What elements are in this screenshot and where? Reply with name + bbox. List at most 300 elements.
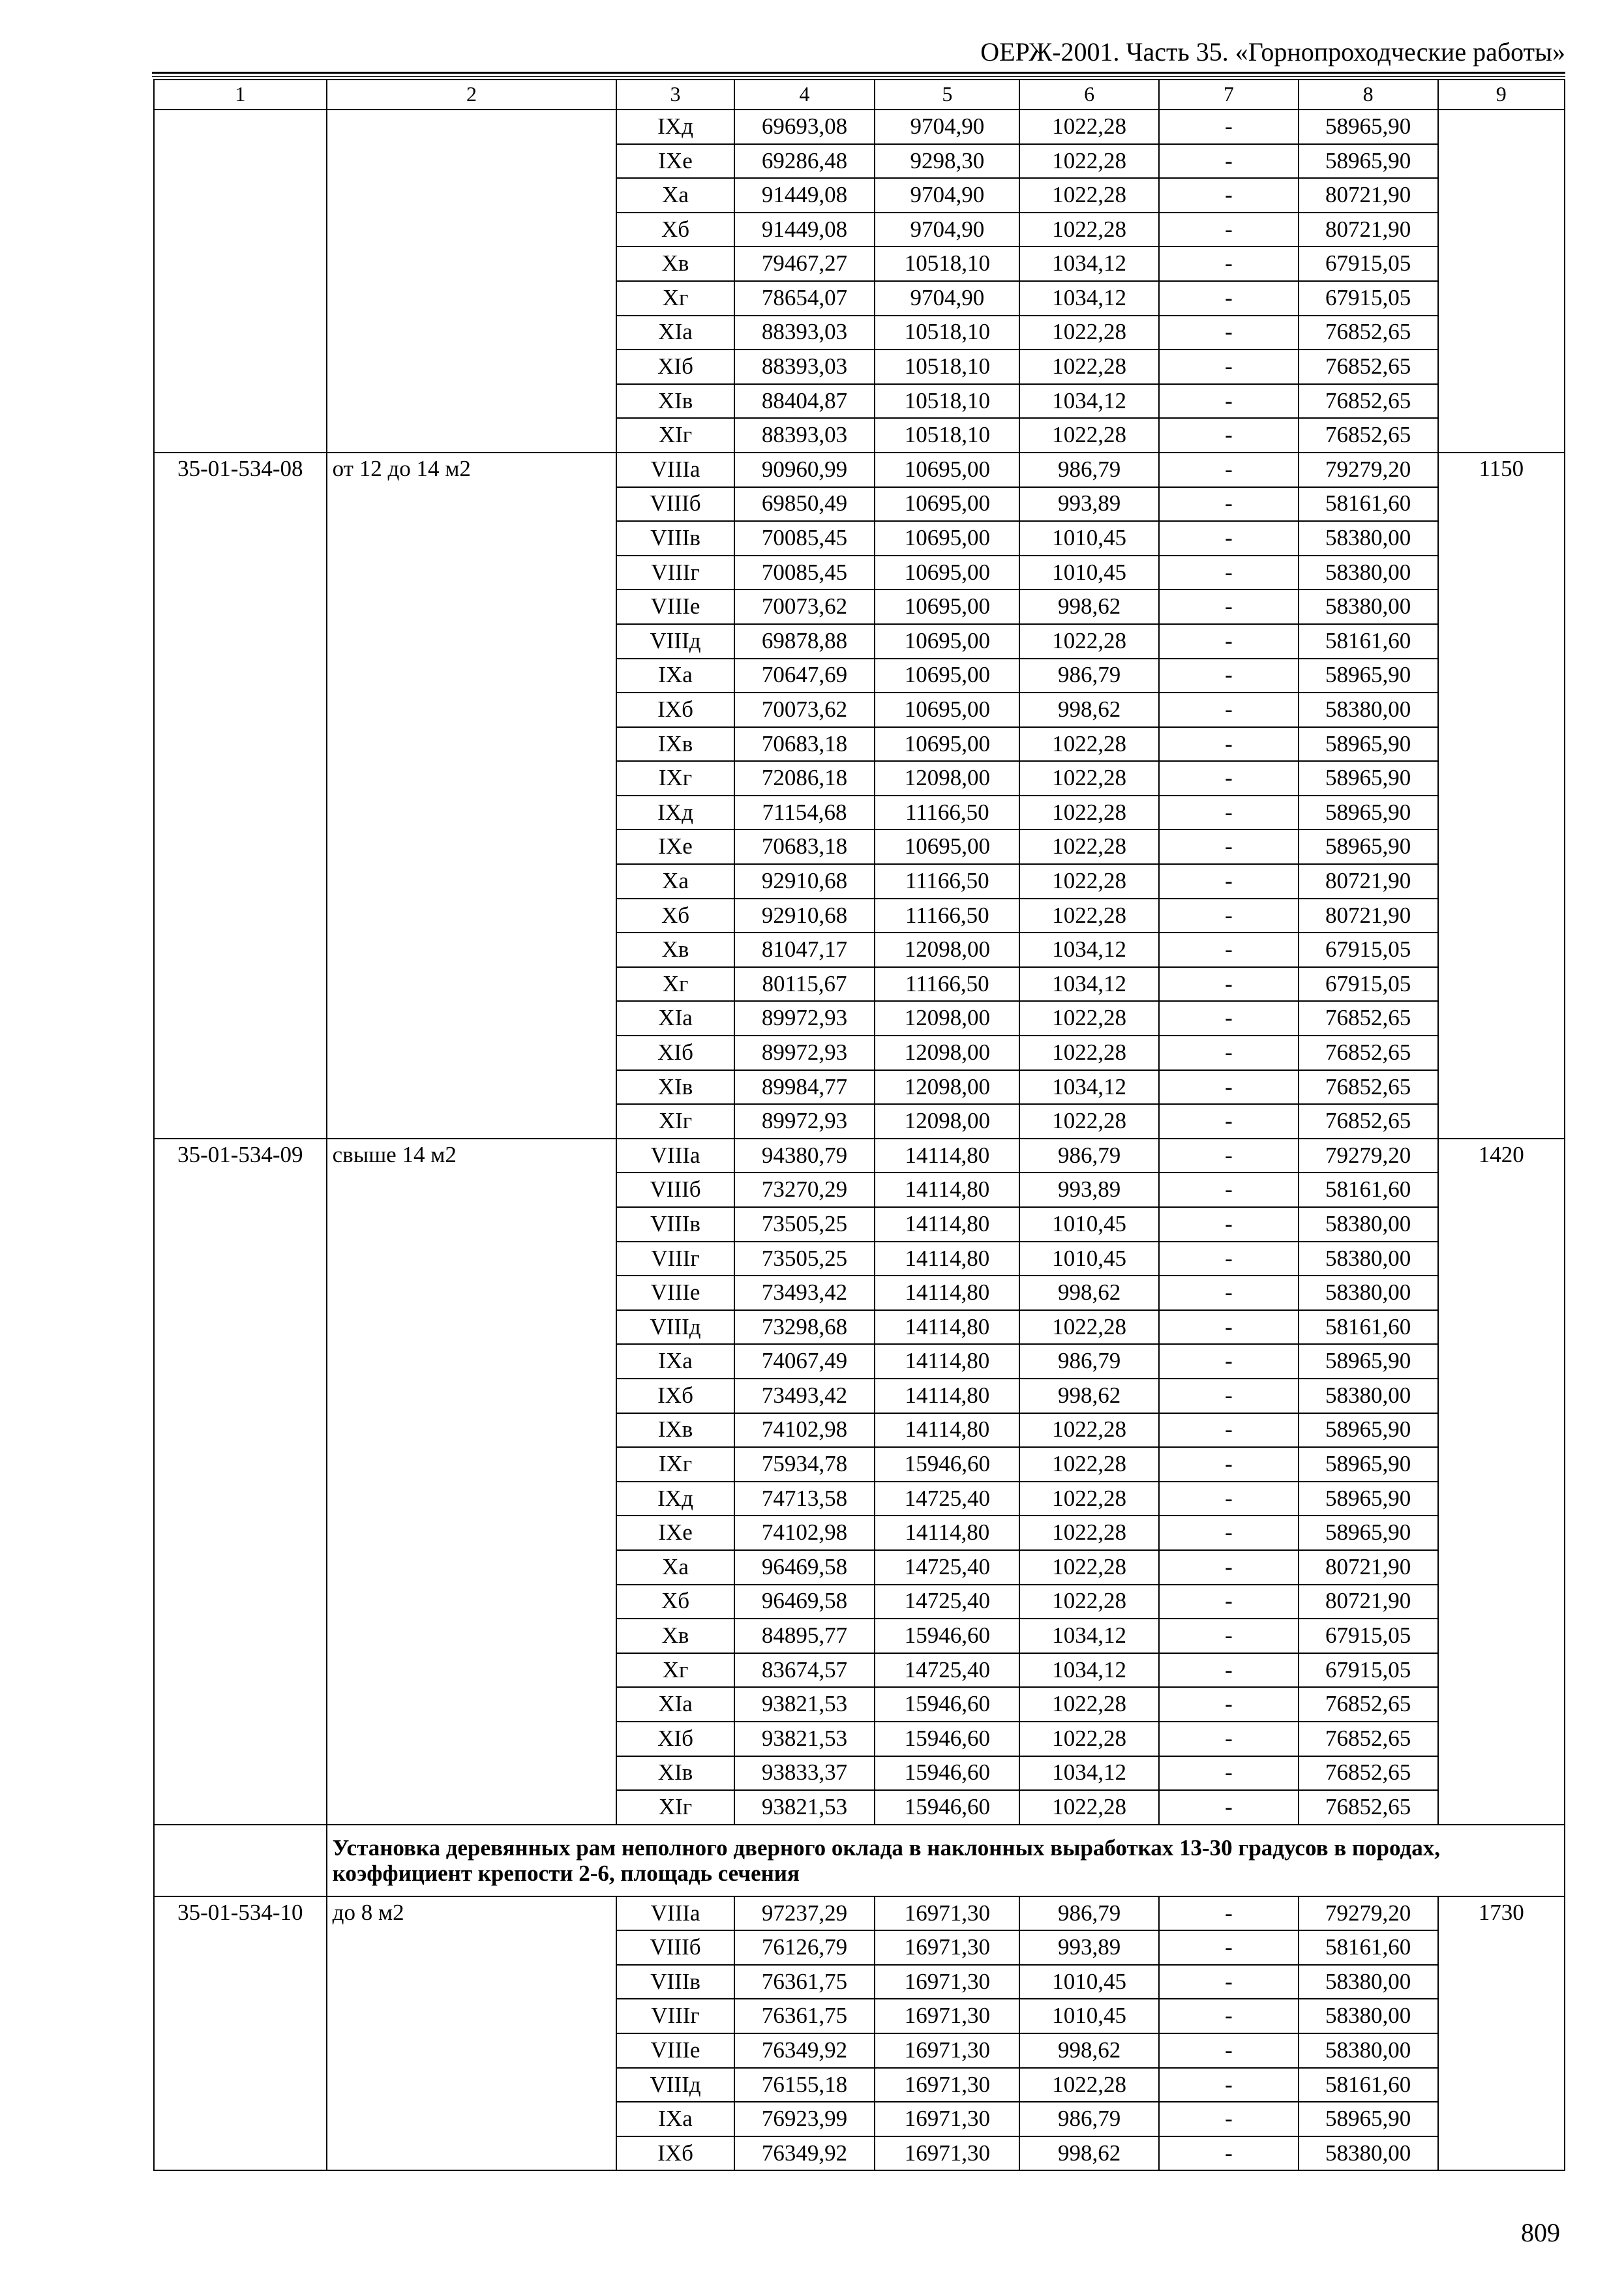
price-zone-cell: Xб xyxy=(616,213,734,247)
machines-cell: 1022,28 xyxy=(1019,1413,1159,1448)
wages-cell: 12098,00 xyxy=(875,1001,1019,1036)
machines-cell: 986,79 xyxy=(1019,1896,1159,1931)
drivers-wages-cell: - xyxy=(1159,1550,1299,1585)
drivers-wages-cell: - xyxy=(1159,1070,1299,1105)
machines-cell: 998,62 xyxy=(1019,2033,1159,2068)
wages-cell: 9298,30 xyxy=(875,144,1019,179)
wages-cell: 9704,90 xyxy=(875,213,1019,247)
total-cost-cell: 73493,42 xyxy=(734,1379,875,1413)
drivers-wages-cell: - xyxy=(1159,796,1299,830)
price-zone-cell: XIв xyxy=(616,384,734,419)
materials-cell: 58161,60 xyxy=(1299,487,1438,522)
wages-cell: 12098,00 xyxy=(875,1036,1019,1070)
column-number-row xyxy=(154,80,1565,110)
materials-cell: 58380,00 xyxy=(1299,2136,1438,2171)
materials-cell: 58380,00 xyxy=(1299,1965,1438,1999)
drivers-wages-cell: - xyxy=(1159,521,1299,556)
materials-cell: 58380,00 xyxy=(1299,556,1438,590)
wages-cell: 11166,50 xyxy=(875,899,1019,933)
drivers-wages-cell: - xyxy=(1159,1516,1299,1550)
wages-cell: 10518,10 xyxy=(875,350,1019,384)
price-zone-cell: VIIIг xyxy=(616,1242,734,1276)
drivers-wages-cell: - xyxy=(1159,1242,1299,1276)
table-row xyxy=(154,1896,1565,1931)
machines-cell: 1022,28 xyxy=(1019,899,1159,933)
price-zone-cell: XIа xyxy=(616,316,734,350)
machines-cell: 1022,28 xyxy=(1019,350,1159,384)
machines-cell: 1022,28 xyxy=(1019,2068,1159,2102)
wages-cell: 15946,60 xyxy=(875,1756,1019,1791)
total-cost-cell: 70683,18 xyxy=(734,727,875,762)
materials-cell: 80721,90 xyxy=(1299,864,1438,899)
machines-cell: 1022,28 xyxy=(1019,1550,1159,1585)
total-cost-cell: 75934,78 xyxy=(734,1447,875,1482)
wages-cell: 10518,10 xyxy=(875,384,1019,419)
drivers-wages-cell: - xyxy=(1159,899,1299,933)
materials-cell: 76852,65 xyxy=(1299,1070,1438,1105)
wages-cell: 16971,30 xyxy=(875,1999,1019,2033)
materials-cell: 58380,00 xyxy=(1299,1276,1438,1310)
wages-cell: 9704,90 xyxy=(875,178,1019,213)
total-cost-cell: 93833,37 xyxy=(734,1756,875,1791)
price-zone-cell: IXд xyxy=(616,796,734,830)
drivers-wages-cell: - xyxy=(1159,1344,1299,1379)
materials-cell: 76852,65 xyxy=(1299,1722,1438,1756)
machines-cell: 1034,12 xyxy=(1019,1756,1159,1791)
machines-cell: 1034,12 xyxy=(1019,1070,1159,1105)
price-zone-cell: IXа xyxy=(616,659,734,693)
wages-cell: 10695,00 xyxy=(875,659,1019,693)
materials-cell: 58161,60 xyxy=(1299,2068,1438,2102)
wages-cell: 14725,40 xyxy=(875,1482,1019,1516)
machines-cell: 1022,28 xyxy=(1019,316,1159,350)
price-zone-cell: XIг xyxy=(616,418,734,453)
norm-name: свыше 14 м2 xyxy=(327,1139,617,1825)
norm-name: до 8 м2 xyxy=(327,1896,617,2171)
wages-cell: 15946,60 xyxy=(875,1790,1019,1825)
wages-cell: 12098,00 xyxy=(875,1104,1019,1139)
page-number: 809 xyxy=(1521,2218,1560,2247)
drivers-wages-cell: - xyxy=(1159,2068,1299,2102)
machines-cell: 1034,12 xyxy=(1019,1619,1159,1653)
materials-cell: 58965,90 xyxy=(1299,1344,1438,1379)
price-zone-cell: IXб xyxy=(616,693,734,727)
wages-cell: 14114,80 xyxy=(875,1379,1019,1413)
price-zone-cell: Xг xyxy=(616,967,734,1002)
drivers-wages-cell: - xyxy=(1159,178,1299,213)
total-cost-cell: 89972,93 xyxy=(734,1104,875,1139)
section-title: Установка деревянных рам неполного дверного оклада в наклонных выработках 13-30 градусов в породах, коэффициент крепости 2-6, площадь сечения xyxy=(327,1825,1565,1896)
column-number: 6 xyxy=(1019,80,1159,110)
materials-cell: 58380,00 xyxy=(1299,590,1438,624)
price-table xyxy=(153,79,1565,2171)
materials-cell: 58965,90 xyxy=(1299,144,1438,179)
total-cost-cell: 88393,03 xyxy=(734,350,875,384)
drivers-wages-cell: - xyxy=(1159,1036,1299,1070)
machines-cell: 998,62 xyxy=(1019,1379,1159,1413)
price-zone-cell: VIIIг xyxy=(616,556,734,590)
total-cost-cell: 74102,98 xyxy=(734,1516,875,1550)
price-zone-cell: Xг xyxy=(616,1653,734,1688)
drivers-wages-cell: - xyxy=(1159,864,1299,899)
wages-cell: 14114,80 xyxy=(875,1276,1019,1310)
drivers-wages-cell: - xyxy=(1159,1756,1299,1791)
drivers-wages-cell: - xyxy=(1159,1482,1299,1516)
price-zone-cell: Xа xyxy=(616,1550,734,1585)
wages-cell: 14114,80 xyxy=(875,1310,1019,1345)
materials-cell: 80721,90 xyxy=(1299,178,1438,213)
price-zone-cell: IXа xyxy=(616,1344,734,1379)
price-zone-cell: VIIIв xyxy=(616,521,734,556)
total-cost-cell: 94380,79 xyxy=(734,1139,875,1173)
wages-cell: 14114,80 xyxy=(875,1413,1019,1448)
machines-cell: 1034,12 xyxy=(1019,967,1159,1002)
materials-cell: 58380,00 xyxy=(1299,693,1438,727)
wages-cell: 10518,10 xyxy=(875,418,1019,453)
drivers-wages-cell: - xyxy=(1159,350,1299,384)
materials-cell: 76852,65 xyxy=(1299,1001,1438,1036)
drivers-wages-cell: - xyxy=(1159,1687,1299,1722)
machines-cell: 1022,28 xyxy=(1019,213,1159,247)
machines-cell: 1022,28 xyxy=(1019,1687,1159,1722)
price-zone-cell: IXб xyxy=(616,1379,734,1413)
machines-cell: 998,62 xyxy=(1019,2136,1159,2171)
total-cost-cell: 70647,69 xyxy=(734,659,875,693)
wages-cell: 11166,50 xyxy=(875,967,1019,1002)
total-cost-cell: 89972,93 xyxy=(734,1036,875,1070)
price-zone-cell: VIIIа xyxy=(616,1896,734,1931)
machines-cell: 1022,28 xyxy=(1019,830,1159,864)
drivers-wages-cell: - xyxy=(1159,1896,1299,1931)
table-row xyxy=(154,1139,1565,1173)
price-zone-cell: Xв xyxy=(616,247,734,281)
price-zone-cell: VIIIа xyxy=(616,453,734,487)
total-cost-cell: 88393,03 xyxy=(734,316,875,350)
machines-cell: 1010,45 xyxy=(1019,1965,1159,1999)
materials-cell: 58380,00 xyxy=(1299,1379,1438,1413)
machines-cell: 1010,45 xyxy=(1019,1242,1159,1276)
materials-cell: 58161,60 xyxy=(1299,1930,1438,1965)
wages-cell: 15946,60 xyxy=(875,1687,1019,1722)
drivers-wages-cell: - xyxy=(1159,2136,1299,2171)
price-zone-cell: IXе xyxy=(616,1516,734,1550)
materials-cell: 67915,05 xyxy=(1299,247,1438,281)
materials-cell: 76852,65 xyxy=(1299,1756,1438,1791)
wages-cell: 12098,00 xyxy=(875,933,1019,967)
total-cost-cell: 90960,99 xyxy=(734,453,875,487)
wages-cell: 15946,60 xyxy=(875,1447,1019,1482)
drivers-wages-cell: - xyxy=(1159,1173,1299,1207)
price-zone-cell: XIб xyxy=(616,1722,734,1756)
running-header: ОЕРЖ-2001. Часть 35. «Горнопроходческие работы» xyxy=(980,37,1565,67)
drivers-wages-cell: - xyxy=(1159,933,1299,967)
drivers-wages-cell: - xyxy=(1159,1585,1299,1619)
materials-cell: 58965,90 xyxy=(1299,1413,1438,1448)
norm-code xyxy=(154,110,327,453)
price-zone-cell: VIIIб xyxy=(616,487,734,522)
drivers-wages-cell: - xyxy=(1159,2102,1299,2136)
norm-name xyxy=(327,110,617,453)
materials-cell: 67915,05 xyxy=(1299,281,1438,316)
wages-cell: 11166,50 xyxy=(875,864,1019,899)
drivers-wages-cell: - xyxy=(1159,247,1299,281)
machines-cell: 1022,28 xyxy=(1019,1104,1159,1139)
materials-cell: 79279,20 xyxy=(1299,1896,1438,1931)
header-rule-thick xyxy=(152,72,1565,74)
machines-cell: 1010,45 xyxy=(1019,556,1159,590)
materials-cell: 58161,60 xyxy=(1299,624,1438,659)
drivers-wages-cell: - xyxy=(1159,1619,1299,1653)
machines-cell: 1022,28 xyxy=(1019,1482,1159,1516)
machines-cell: 1022,28 xyxy=(1019,1447,1159,1482)
wages-cell: 14114,80 xyxy=(875,1242,1019,1276)
materials-cell: 80721,90 xyxy=(1299,899,1438,933)
labor-norm xyxy=(1438,110,1565,453)
drivers-wages-cell: - xyxy=(1159,1999,1299,2033)
drivers-wages-cell: - xyxy=(1159,110,1299,144)
price-zone-cell: VIIIе xyxy=(616,590,734,624)
table-row xyxy=(154,453,1565,487)
wages-cell: 10695,00 xyxy=(875,521,1019,556)
price-zone-cell: Xв xyxy=(616,933,734,967)
drivers-wages-cell: - xyxy=(1159,1930,1299,1965)
total-cost-cell: 74067,49 xyxy=(734,1344,875,1379)
column-number: 4 xyxy=(734,80,875,110)
price-zone-cell: VIIIд xyxy=(616,624,734,659)
drivers-wages-cell: - xyxy=(1159,693,1299,727)
total-cost-cell: 76349,92 xyxy=(734,2136,875,2171)
drivers-wages-cell: - xyxy=(1159,453,1299,487)
total-cost-cell: 92910,68 xyxy=(734,864,875,899)
total-cost-cell: 70683,18 xyxy=(734,830,875,864)
materials-cell: 76852,65 xyxy=(1299,1036,1438,1070)
price-table-body xyxy=(154,80,1565,2170)
norm-code: 35-01-534-09 xyxy=(154,1139,327,1825)
machines-cell: 998,62 xyxy=(1019,693,1159,727)
machines-cell: 1022,28 xyxy=(1019,110,1159,144)
drivers-wages-cell: - xyxy=(1159,590,1299,624)
drivers-wages-cell: - xyxy=(1159,384,1299,419)
materials-cell: 76852,65 xyxy=(1299,1790,1438,1825)
labor-norm: 1150 xyxy=(1438,453,1565,1139)
column-number: 8 xyxy=(1299,80,1438,110)
total-cost-cell: 84895,77 xyxy=(734,1619,875,1653)
total-cost-cell: 79467,27 xyxy=(734,247,875,281)
drivers-wages-cell: - xyxy=(1159,418,1299,453)
machines-cell: 1022,28 xyxy=(1019,864,1159,899)
machines-cell: 986,79 xyxy=(1019,453,1159,487)
materials-cell: 76852,65 xyxy=(1299,418,1438,453)
drivers-wages-cell: - xyxy=(1159,727,1299,762)
total-cost-cell: 70085,45 xyxy=(734,521,875,556)
machines-cell: 1034,12 xyxy=(1019,247,1159,281)
machines-cell: 986,79 xyxy=(1019,2102,1159,2136)
total-cost-cell: 76361,75 xyxy=(734,1999,875,2033)
total-cost-cell: 70073,62 xyxy=(734,590,875,624)
table-row xyxy=(154,110,1565,144)
price-zone-cell: IXе xyxy=(616,144,734,179)
drivers-wages-cell: - xyxy=(1159,2033,1299,2068)
materials-cell: 58161,60 xyxy=(1299,1310,1438,1345)
price-zone-cell: IXа xyxy=(616,2102,734,2136)
wages-cell: 10695,00 xyxy=(875,624,1019,659)
price-zone-cell: IXг xyxy=(616,761,734,796)
machines-cell: 1034,12 xyxy=(1019,1653,1159,1688)
wages-cell: 10518,10 xyxy=(875,247,1019,281)
wages-cell: 10695,00 xyxy=(875,590,1019,624)
materials-cell: 79279,20 xyxy=(1299,453,1438,487)
total-cost-cell: 69693,08 xyxy=(734,110,875,144)
wages-cell: 10695,00 xyxy=(875,693,1019,727)
wages-cell: 16971,30 xyxy=(875,2136,1019,2171)
materials-cell: 58380,00 xyxy=(1299,1242,1438,1276)
price-zone-cell: IXв xyxy=(616,727,734,762)
price-zone-cell: IXд xyxy=(616,1482,734,1516)
wages-cell: 14725,40 xyxy=(875,1585,1019,1619)
materials-cell: 58965,90 xyxy=(1299,110,1438,144)
price-zone-cell: Xа xyxy=(616,178,734,213)
total-cost-cell: 72086,18 xyxy=(734,761,875,796)
machines-cell: 1010,45 xyxy=(1019,1207,1159,1242)
wages-cell: 10695,00 xyxy=(875,453,1019,487)
total-cost-cell: 76155,18 xyxy=(734,2068,875,2102)
machines-cell: 1034,12 xyxy=(1019,933,1159,967)
total-cost-cell: 78654,07 xyxy=(734,281,875,316)
price-zone-cell: VIIIб xyxy=(616,1930,734,1965)
wages-cell: 16971,30 xyxy=(875,1896,1019,1931)
total-cost-cell: 73270,29 xyxy=(734,1173,875,1207)
drivers-wages-cell: - xyxy=(1159,624,1299,659)
price-zone-cell: VIIIв xyxy=(616,1207,734,1242)
materials-cell: 58380,00 xyxy=(1299,2033,1438,2068)
column-number: 9 xyxy=(1438,80,1565,110)
drivers-wages-cell: - xyxy=(1159,487,1299,522)
machines-cell: 1010,45 xyxy=(1019,521,1159,556)
total-cost-cell: 88393,03 xyxy=(734,418,875,453)
total-cost-cell: 81047,17 xyxy=(734,933,875,967)
materials-cell: 58965,90 xyxy=(1299,1516,1438,1550)
price-zone-cell: IXд xyxy=(616,110,734,144)
total-cost-cell: 88404,87 xyxy=(734,384,875,419)
column-number: 2 xyxy=(327,80,617,110)
total-cost-cell: 76361,75 xyxy=(734,1965,875,1999)
machines-cell: 1022,28 xyxy=(1019,1516,1159,1550)
drivers-wages-cell: - xyxy=(1159,1001,1299,1036)
wages-cell: 10695,00 xyxy=(875,727,1019,762)
drivers-wages-cell: - xyxy=(1159,281,1299,316)
price-zone-cell: VIIIа xyxy=(616,1139,734,1173)
drivers-wages-cell: - xyxy=(1159,1653,1299,1688)
column-number: 3 xyxy=(616,80,734,110)
machines-cell: 998,62 xyxy=(1019,590,1159,624)
price-zone-cell: IXв xyxy=(616,1413,734,1448)
wages-cell: 14114,80 xyxy=(875,1344,1019,1379)
labor-norm: 1730 xyxy=(1438,1896,1565,2171)
price-zone-cell: Xв xyxy=(616,1619,734,1653)
norm-name: от 12 до 14 м2 xyxy=(327,453,617,1139)
price-zone-cell: Xа xyxy=(616,864,734,899)
drivers-wages-cell: - xyxy=(1159,1413,1299,1448)
machines-cell: 1022,28 xyxy=(1019,796,1159,830)
drivers-wages-cell: - xyxy=(1159,967,1299,1002)
machines-cell: 1022,28 xyxy=(1019,1585,1159,1619)
price-zone-cell: VIIIб xyxy=(616,1173,734,1207)
materials-cell: 67915,05 xyxy=(1299,967,1438,1002)
total-cost-cell: 89984,77 xyxy=(734,1070,875,1105)
total-cost-cell: 96469,58 xyxy=(734,1550,875,1585)
price-zone-cell: Xб xyxy=(616,899,734,933)
column-number: 5 xyxy=(875,80,1019,110)
total-cost-cell: 73505,25 xyxy=(734,1242,875,1276)
price-zone-cell: VIIIг xyxy=(616,1999,734,2033)
total-cost-cell: 96469,58 xyxy=(734,1585,875,1619)
total-cost-cell: 76923,99 xyxy=(734,2102,875,2136)
materials-cell: 58965,90 xyxy=(1299,1482,1438,1516)
wages-cell: 12098,00 xyxy=(875,761,1019,796)
drivers-wages-cell: - xyxy=(1159,1790,1299,1825)
wages-cell: 16971,30 xyxy=(875,2033,1019,2068)
price-zone-cell: VIIIд xyxy=(616,2068,734,2102)
drivers-wages-cell: - xyxy=(1159,1379,1299,1413)
section-heading-row xyxy=(154,1825,1565,1896)
price-zone-cell: IXг xyxy=(616,1447,734,1482)
total-cost-cell: 76349,92 xyxy=(734,2033,875,2068)
materials-cell: 58965,90 xyxy=(1299,830,1438,864)
price-zone-cell: VIIIд xyxy=(616,1310,734,1345)
materials-cell: 80721,90 xyxy=(1299,1585,1438,1619)
materials-cell: 80721,90 xyxy=(1299,213,1438,247)
materials-cell: 79279,20 xyxy=(1299,1139,1438,1173)
wages-cell: 14114,80 xyxy=(875,1173,1019,1207)
materials-cell: 76852,65 xyxy=(1299,1687,1438,1722)
total-cost-cell: 83674,57 xyxy=(734,1653,875,1688)
price-zone-cell: Xб xyxy=(616,1585,734,1619)
labor-norm: 1420 xyxy=(1438,1139,1565,1825)
total-cost-cell: 93821,53 xyxy=(734,1790,875,1825)
wages-cell: 15946,60 xyxy=(875,1722,1019,1756)
materials-cell: 76852,65 xyxy=(1299,316,1438,350)
machines-cell: 1022,28 xyxy=(1019,1001,1159,1036)
total-cost-cell: 69850,49 xyxy=(734,487,875,522)
wages-cell: 14114,80 xyxy=(875,1139,1019,1173)
wages-cell: 14114,80 xyxy=(875,1516,1019,1550)
machines-cell: 1022,28 xyxy=(1019,727,1159,762)
materials-cell: 80721,90 xyxy=(1299,1550,1438,1585)
machines-cell: 998,62 xyxy=(1019,1276,1159,1310)
total-cost-cell: 71154,68 xyxy=(734,796,875,830)
header-rule-thin xyxy=(152,76,1565,77)
wages-cell: 14114,80 xyxy=(875,1207,1019,1242)
total-cost-cell: 93821,53 xyxy=(734,1687,875,1722)
drivers-wages-cell: - xyxy=(1159,1207,1299,1242)
norm-code: 35-01-534-08 xyxy=(154,453,327,1139)
price-zone-cell: XIб xyxy=(616,1036,734,1070)
total-cost-cell: 70073,62 xyxy=(734,693,875,727)
price-zone-cell: XIг xyxy=(616,1790,734,1825)
machines-cell: 986,79 xyxy=(1019,1139,1159,1173)
machines-cell: 986,79 xyxy=(1019,1344,1159,1379)
drivers-wages-cell: - xyxy=(1159,830,1299,864)
materials-cell: 76852,65 xyxy=(1299,350,1438,384)
materials-cell: 58965,90 xyxy=(1299,796,1438,830)
price-zone-cell: VIIIе xyxy=(616,2033,734,2068)
wages-cell: 16971,30 xyxy=(875,2102,1019,2136)
materials-cell: 67915,05 xyxy=(1299,1619,1438,1653)
machines-cell: 1022,28 xyxy=(1019,144,1159,179)
machines-cell: 1022,28 xyxy=(1019,178,1159,213)
drivers-wages-cell: - xyxy=(1159,144,1299,179)
materials-cell: 58965,90 xyxy=(1299,1447,1438,1482)
